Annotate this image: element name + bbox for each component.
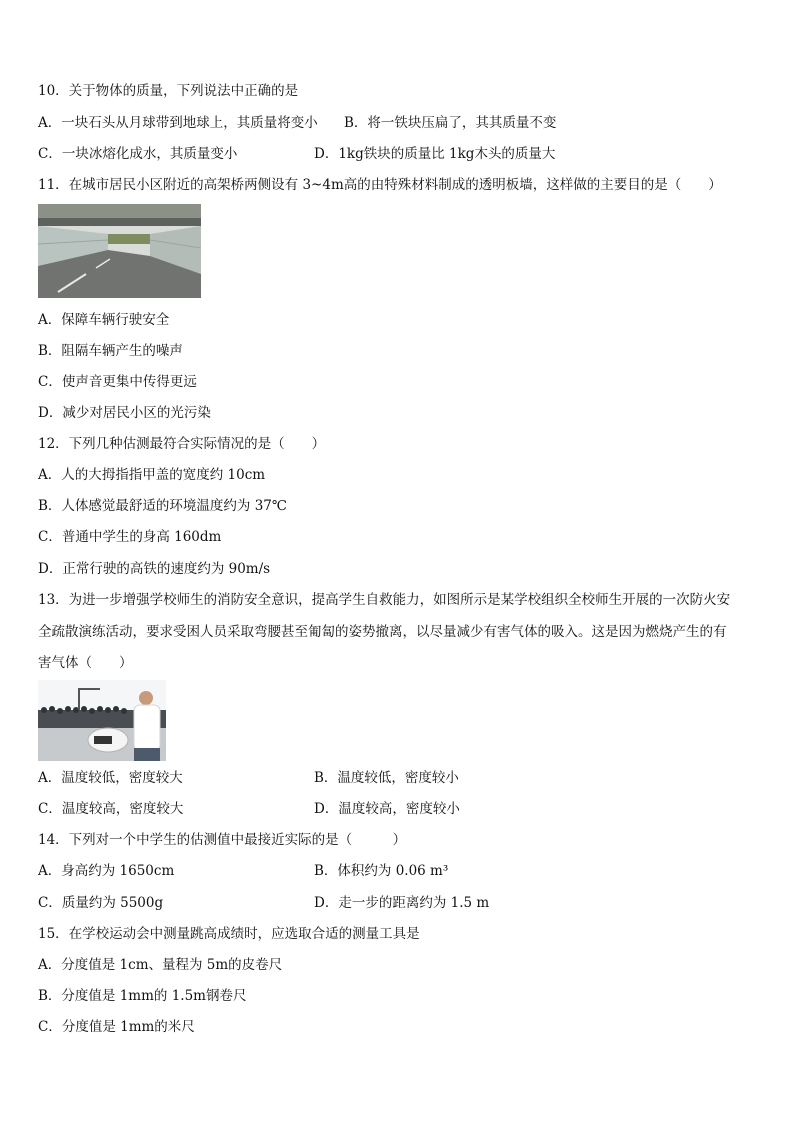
q14-stem: 14．下列对一个中学生的估测值中最接近实际的是（ ） xyxy=(38,832,407,848)
q11-stem: 11．在城市居民小区附近的高架桥两侧设有 3~4m高的由特殊材料制成的透明板墙，这样做的主要目的是（ ） xyxy=(38,177,722,193)
q11-option-d: D．减少对居民小区的光污染 xyxy=(38,405,211,421)
q12-option-b: B．人体感觉最舒适的环境温度约为 37℃ xyxy=(38,498,287,514)
q13-option-b: B．温度较低，密度较小 xyxy=(314,770,459,786)
q14-option-b: B．体积约为 0.06 m³ xyxy=(314,863,449,879)
q13-option-c: C．温度较高，密度较大 xyxy=(38,801,184,817)
q15-option-a: A．分度值是 1cm、量程为 5m的皮卷尺 xyxy=(38,957,283,973)
overpass-illustration xyxy=(38,204,201,298)
q10-option-a: A．一块石头从月球带到地球上，其质量将变小 xyxy=(38,115,318,131)
overpass-barrier-photo xyxy=(38,204,201,298)
q11-option-b: B．阻隔车辆产生的噪声 xyxy=(38,343,183,359)
q10-stem: 10．关于物体的质量，下列说法中正确的是 xyxy=(38,83,299,99)
q12-stem: 12．下列几种估测最符合实际情况的是（ ） xyxy=(38,436,326,452)
q12-option-c: C．普通中学生的身高 160dm xyxy=(38,529,222,545)
q14-option-d: D．走一步的距离约为 1.5 m xyxy=(314,895,490,911)
q12-option-d: D．正常行驶的高铁的速度约为 90m/s xyxy=(38,561,271,577)
q10-option-c: C．一块冰熔化成水，其质量变小 xyxy=(38,146,238,162)
q13-stem-line2: 全疏散演练活动，要求受困人员采取弯腰甚至匍匐的姿势撤离，以尽量减少有害气体的吸入。这是因为燃烧产生的有 xyxy=(38,624,727,640)
q15-stem: 15．在学校运动会中测量跳高成绩时，应选取合适的测量工具是 xyxy=(38,926,420,942)
fire-drill-photo xyxy=(38,680,166,761)
q11-option-c: C．使声音更集中传得更远 xyxy=(38,374,197,390)
q10-option-d: D．1kg铁块的质量比 1kg木头的质量大 xyxy=(314,146,556,162)
q14-option-c: C．质量约为 5500g xyxy=(38,895,164,911)
q10-option-b: B．将一铁块压扁了，其其质量不变 xyxy=(344,115,557,131)
q14-option-a: A．身高约为 1650cm xyxy=(38,863,175,879)
q13-stem-line3: 害气体（ ） xyxy=(38,655,133,671)
q15-option-b: B．分度值是 1mm的 1.5m钢卷尺 xyxy=(38,988,247,1004)
q12-option-a: A．人的大拇指指甲盖的宽度约 10cm xyxy=(38,467,266,483)
q13-stem-line1: 13．为进一步增强学校师生的消防安全意识，提高学生自救能力，如图所示是某学校组织全校师生开展的一次防火安 xyxy=(38,592,731,608)
q15-option-c: C．分度值是 1mm的米尺 xyxy=(38,1019,195,1035)
q13-option-a: A．温度较低，密度较大 xyxy=(38,770,183,786)
q11-option-a: A．保障车辆行驶安全 xyxy=(38,312,170,328)
q13-option-d: D．温度较高，密度较小 xyxy=(314,801,460,817)
fire-drill-illustration xyxy=(38,680,166,761)
